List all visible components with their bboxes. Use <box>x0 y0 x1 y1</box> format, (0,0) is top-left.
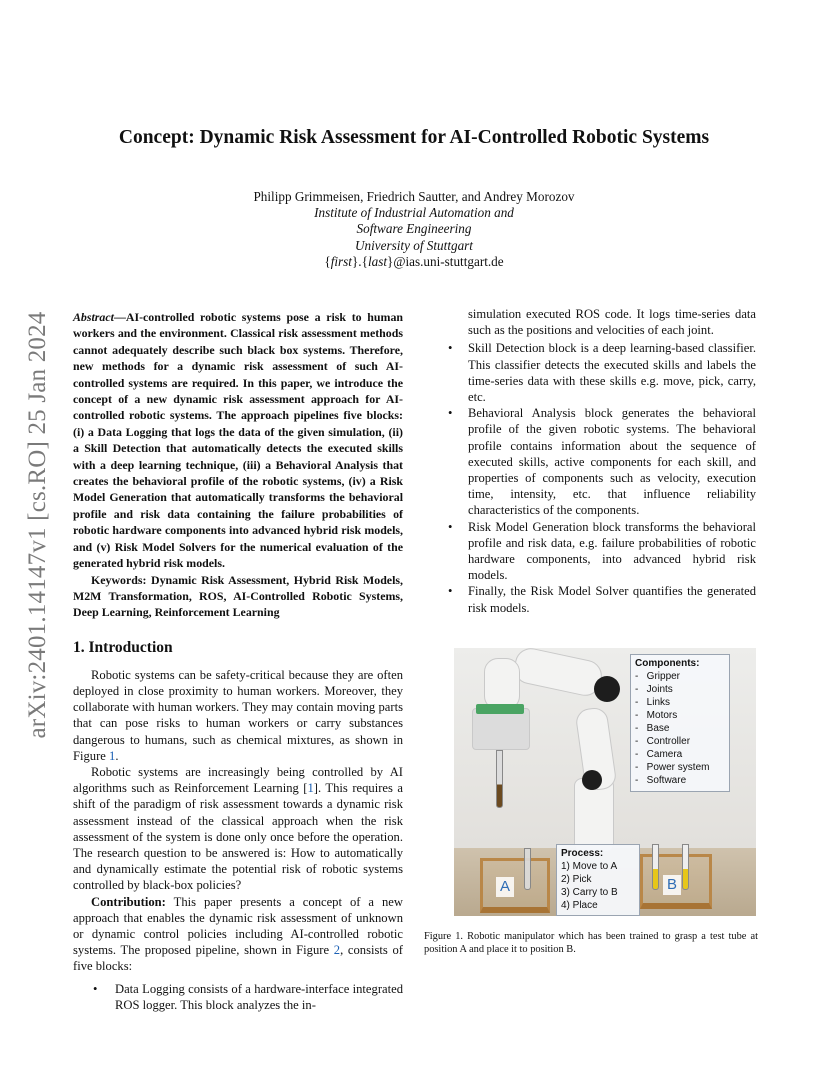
component-item: - Gripper <box>635 671 681 682</box>
component-item: - Base <box>635 723 670 734</box>
component-item: - Power system <box>635 762 710 773</box>
intro-paragraph-1 <box>73 667 403 764</box>
component-item: - Links <box>635 697 671 708</box>
paragraph-text: ]. This requires a shift of the paradigm of risk assessment towards a dynamic risk assessment instead of the classical approach when the risk assessment of the system is done only once before the operation. The research question to be answered is: How to automatically and dynamically estimate the potential risk of robotic systems controlled by black-box policies? <box>73 781 403 893</box>
test-tube <box>524 848 531 890</box>
author-block <box>0 189 828 270</box>
test-tube <box>682 844 689 890</box>
list-item: • Skill Detection block is a deep learning-based classifier. This classifier detects the executed skills and labels the time-series data with these skills e.g. move, pick, carry, etc. <box>424 340 756 405</box>
contribution-label: Contribution: <box>91 894 166 909</box>
tube-rack-a <box>480 858 550 913</box>
intro-paragraph-contribution <box>73 894 403 975</box>
figure-ref-link[interactable]: 2 <box>333 943 341 958</box>
position-label-a: A <box>496 877 514 897</box>
paper-title: Concept: Dynamic Risk Assessment for AI-Controlled Robotic Systems <box>118 127 710 148</box>
components-title: Components: <box>635 658 700 669</box>
list-item-continuation: simulation executed ROS code. It logs time-series data such as the positions and velocities of each joint. <box>468 307 756 338</box>
citation-link[interactable]: 1 <box>307 781 314 796</box>
email-dot: }.{ <box>351 253 368 269</box>
email-last: last <box>367 253 387 269</box>
figure-ref-link[interactable]: 1 <box>109 748 116 763</box>
process-title: Process: <box>561 848 604 859</box>
component-item: - Joints <box>635 684 673 695</box>
robot-joint <box>582 770 602 790</box>
paragraph-text: , consists of five blocks: <box>73 943 403 974</box>
robot-gripper <box>472 708 530 750</box>
process-step: 2) Pick <box>561 874 592 885</box>
abstract-text: —AI-controlled robotic systems pose a risk to human workers and the environment. Classical risk assessment methods cannot adequately describe such black box systems. Therefore, new methods for a dynamic risk assessment of such AI-controlled systems are required. In this paper, we introduce the concept of a new dynamic risk assessment approach for AI-controlled robotic systems. The approach pipelines five blocks: (i) a Data Logging that logs the data of the given simulation, (ii) a Skill Detection that automatically detects the executed skills with a deep learning technique, (iii) a Behavioral Analysis that creates the behavioral profile of the robotic systems, (iv) a Risk Model Generation that automatically transforms the behavioral profile and risk data containing the failure probabilities of robotic hardware components into advanced hybrid risk models, and (v) Risk Model Solvers for the numerical evaluation of the generated hybrid risk models. <box>73 310 403 571</box>
list-item: • Risk Model Generation block transforms the behavioral profile and risk data, e.g. failure probabilities of robotic hardware components, into advanced hybrid risk models. <box>424 519 756 584</box>
paragraph-text: . <box>115 748 119 763</box>
list-item: • Data Logging consists of a hardware-interface integrated ROS logger. This block analyzes the in- <box>73 981 403 1013</box>
pipeline-list <box>73 981 403 1013</box>
gripper-pad <box>476 704 524 714</box>
paragraph-text: This paper presents a concept of a new approach that enables the dynamic risk assessment of unknown or dynamic control policies including AI-controlled robotic systems. The proposed pipeline, shown in Figure <box>73 894 403 958</box>
list-item: • Finally, the Risk Model Solver quantifies the generated risk models. <box>424 583 756 615</box>
intro-paragraph-2 <box>73 764 403 894</box>
test-tube <box>652 844 659 890</box>
component-item: - Software <box>635 775 687 786</box>
author-names: Philipp Grimmeisen, Friedrich Sautter, and Andrey Morozov <box>253 189 575 204</box>
arxiv-identifier <box>18 290 58 760</box>
position-label-b: B <box>663 875 681 895</box>
author-email <box>0 254 828 270</box>
component-item: - Motors <box>635 710 678 721</box>
arxiv-identifier-text: arXiv:2401.14147v1 [cs.RO] 25 Jan 2024 <box>24 311 51 739</box>
process-step: 4) Place <box>561 900 598 911</box>
email-domain: }@ias.uni-stuttgart.de <box>387 253 504 269</box>
affiliation-line: Software Engineering <box>356 221 472 237</box>
email-brace: { <box>324 253 331 269</box>
paragraph-text: Robotic systems can be safety-critical because they are often deployed in close proximity to human workers. Moreover, they collaborate with human workers. They may contain moving parts that can pose risks to human workers or carry substances dangerous to humans, such as chemical mixtures, as shown in Figure <box>73 667 403 763</box>
list-item: • Behavioral Analysis block generates the behavioral profile of the given robotic systems. The behavioral profile contains information about the sequence of executed skills, active components for each skill, and properties of components such as velocity, execution time, intensity, etc. that influence reliability characteristics of the components. <box>424 405 756 518</box>
process-step: 3) Carry to B <box>561 887 618 898</box>
robot-joint <box>594 676 620 702</box>
abstract <box>73 309 403 572</box>
process-step: 1) Move to A <box>561 861 618 872</box>
component-item: - Controller <box>635 736 691 747</box>
pipeline-list <box>424 340 756 615</box>
keywords: Keywords: Dynamic Risk Assessment, Hybrid Risk Models, M2M Transformation, ROS, AI-Controlled Robotic Systems, Deep Learning, Reinforcement Learning <box>73 572 403 620</box>
section-heading-introduction: 1. Introduction <box>73 638 173 656</box>
test-tube-held <box>496 750 503 808</box>
paragraph-text: Robotic systems are increasingly being controlled by AI algorithms such as Reinforcement Learning [ <box>73 764 403 796</box>
component-item: - Camera <box>635 749 683 760</box>
affiliation-line: University of Stuttgart <box>355 237 473 253</box>
email-first: first <box>330 253 352 269</box>
left-column <box>73 309 403 1013</box>
abstract-label: Abstract <box>73 310 114 324</box>
figure-robot-photo <box>454 648 756 916</box>
figure-caption: Figure 1. Robotic manipulator which has been trained to grasp a test tube at position A and place it to position B. <box>424 931 758 955</box>
right-column <box>424 306 756 616</box>
components-box <box>630 654 730 792</box>
robot-wrist <box>484 658 520 710</box>
process-box <box>556 844 640 916</box>
affiliation-line: Institute of Industrial Automation and <box>314 205 514 221</box>
